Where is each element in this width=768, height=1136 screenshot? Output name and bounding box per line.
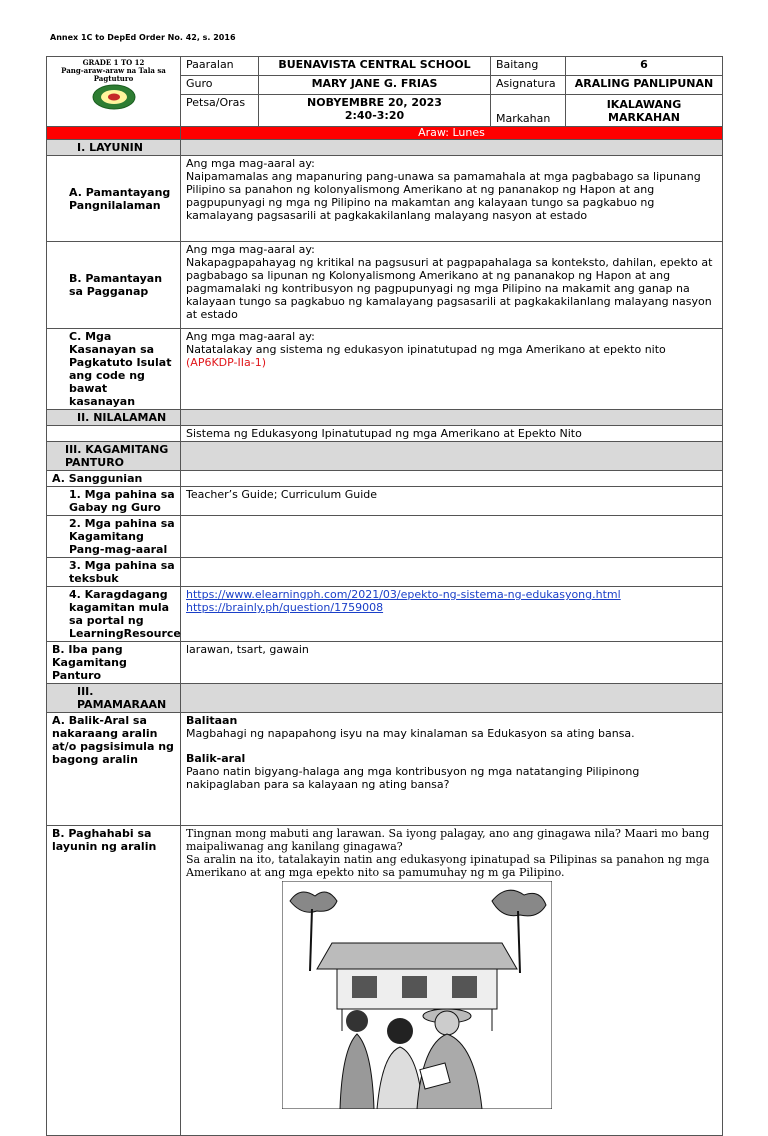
pamamaraan-heading: III. PAMAMARAAN: [47, 684, 181, 713]
markahan-label: Markahan: [491, 95, 566, 127]
pamantayan-pagganap-text: [181, 242, 723, 329]
date-time: [259, 95, 491, 127]
balik-aral-label: A. Balik-Aral sa nakaraang aralin at/o pagsisimula ng bagong aralin: [47, 713, 181, 826]
pamantayan-pagganap-label: B. Pamantayan sa Pagganap: [47, 242, 181, 329]
balitaan-text: Magbahagi ng napapahong isyu na may kinalaman sa Edukasyon sa ating bansa.: [186, 727, 635, 740]
paghahabi-label: B. Paghahabi sa layunin ng aralin: [47, 826, 181, 1136]
c-body: Natatalakay ang sistema ng edukasyon ipinatutupad ng mga Amerikano at epekto nito: [186, 343, 666, 356]
nilalaman-heading-fill: [181, 410, 723, 426]
petsa-label: Petsa/Oras: [181, 95, 259, 127]
deped-seal-icon: [91, 83, 137, 111]
balikaral-title: Balik-aral: [186, 752, 246, 765]
logo-line1: GRADE 1 TO 12: [82, 58, 145, 67]
logo-line2: Pang-araw-araw na Tala sa: [61, 66, 166, 75]
b-body: Nakapagpapahayag ng kritikal na pagsusuri at pagpapahalaga sa konteksto, dahilan, epekto at pagbabago sa lipunan ng Kolonyalismong Amerikano at ng pananakop ng Hapon at ang pagmamalaki ng kontribusyon ng pagpupunyagi ng mga Pilipino na makamit ang ganap na kalayaan tungo sa pagkabuo ng kamalayang pagsasarili at pagkakakilanlang malayang nasyon at estado: [186, 256, 713, 321]
pamamaraan-heading-fill: [181, 684, 723, 713]
link-brainly[interactable]: https://brainly.ph/question/1759008: [186, 601, 384, 614]
sanggunian-fill: [181, 471, 723, 487]
kagamitan-heading: III. KAGAMITANG PANTURO: [47, 442, 181, 471]
balikaral-text: Paano natin bigyang-halaga ang mga kontribusyon ng mga natatanging Pilipinong nakipaglaban para sa kalayaan ng ating bansa?: [186, 765, 640, 791]
pamantayang-pangnilalaman-label: A. Pamantayang Pangnilalaman: [47, 156, 181, 242]
nilalaman-text: Sistema ng Edukasyong Ipinatutupad ng mga Amerikano at Epekto Nito: [181, 426, 723, 442]
date: NOBYEMBRE 20, 2023: [307, 96, 442, 109]
day-banner: Araw: Lunes: [181, 127, 723, 140]
kagamitang-mag-aaral-value: [181, 516, 723, 558]
gabay-guro-value: Teacher’s Guide; Curriculum Guide: [181, 487, 723, 516]
layunin-heading: I. LAYUNIN: [47, 140, 181, 156]
guro-label: Guro: [181, 76, 259, 95]
logo-cell: [47, 57, 181, 127]
layunin-heading-fill: [181, 140, 723, 156]
portal-links: [181, 587, 723, 642]
paaralan-label: Paaralan: [181, 57, 259, 76]
time: 2:40-3:20: [344, 109, 405, 122]
lesson-plan-table: [46, 56, 723, 1136]
link-elearningph[interactable]: https://www.elearningph.com/2021/03/epekto-ng-sistema-ng-edukasyong.html: [186, 588, 621, 601]
logo-line3: Pagtuturo: [93, 74, 134, 83]
teksbuk-label: 3. Mga pahina sa teksbuk: [47, 558, 181, 587]
paghahabi-text1: Tingnan mong mabuti ang larawan. Sa iyong palagay, ano ang ginagawa nila? Maari mo bang maipaliwanag ang kanilang ginagawa?: [186, 827, 710, 853]
school-name: BUENAVISTA CENTRAL SCHOOL: [259, 57, 491, 76]
iba-kagamitan-value: larawan, tsart, gawain: [181, 642, 723, 684]
nilalaman-heading: II. NILALAMAN: [47, 410, 181, 426]
a-body: Naipamamalas ang mapanuring pang-unawa sa pamamahala at mga pagbabago sa lipunang Pilipino sa panahon ng kolonyalismong Amerikano at ng pananakop ng Hapon at ang pagpupunyagi ng mga ng Pilipino na makamtan ang kalayaan tungo sa pagkabuo ng kamalayang pagsasarili at pagkakakilanlang malayang nasyon at estado: [186, 170, 701, 222]
day-row-spacer: [47, 127, 181, 140]
balitaan-title: Balitaan: [186, 714, 238, 727]
teksbuk-value: [181, 558, 723, 587]
nilalaman-spacer: [47, 426, 181, 442]
paghahabi-text2: Sa aralin na ito, tatalakayin natin ang edukasyong ipinatupad sa Pilipinas sa panahon ng mga Amerikano at ang mga epekto nito sa pamumuhay ng m ga Pilipino.: [186, 853, 710, 879]
portal-label: 4. Karagdagang kagamitan mula sa portal ng LearningResource: [47, 587, 181, 642]
a-intro: Ang mga mag-aaral ay:: [186, 157, 315, 170]
b-intro: Ang mga mag-aaral ay:: [186, 243, 315, 256]
grade-level: 6: [566, 57, 723, 76]
kagamitan-heading-fill: [181, 442, 723, 471]
iba-kagamitan-label: B. Iba pang Kagamitang Panturo: [47, 642, 181, 684]
quarter: IKALAWANG MARKAHAN: [566, 95, 723, 127]
kasanayan-text: [181, 329, 723, 410]
kagamitang-mag-aaral-label: 2. Mga pahina sa Kagamitang Pang-mag-aaral: [47, 516, 181, 558]
paghahabi-content: [181, 826, 723, 1136]
sanggunian-label: A. Sanggunian: [47, 471, 181, 487]
pamantayang-pangnilalaman-text: [181, 156, 723, 242]
asignatura-label: Asignatura: [491, 76, 566, 95]
kasanayan-label: C. Mga Kasanayan sa Pagkatuto Isulat ang code ng bawat kasanayan: [47, 329, 181, 410]
teacher-name: MARY JANE G. FRIAS: [259, 76, 491, 95]
schoolhouse-illustration: [282, 881, 552, 1109]
competency-code: (AP6KDP-IIa-1): [186, 356, 266, 369]
c-intro: Ang mga mag-aaral ay:: [186, 330, 315, 343]
annex-reference: Annex 1C to DepEd Order No. 42, s. 2016: [50, 33, 236, 42]
baitang-label: Baitang: [491, 57, 566, 76]
subject: ARALING PANLIPUNAN: [566, 76, 723, 95]
balik-aral-content: [181, 713, 723, 826]
gabay-guro-label: 1. Mga pahina sa Gabay ng Guro: [47, 487, 181, 516]
